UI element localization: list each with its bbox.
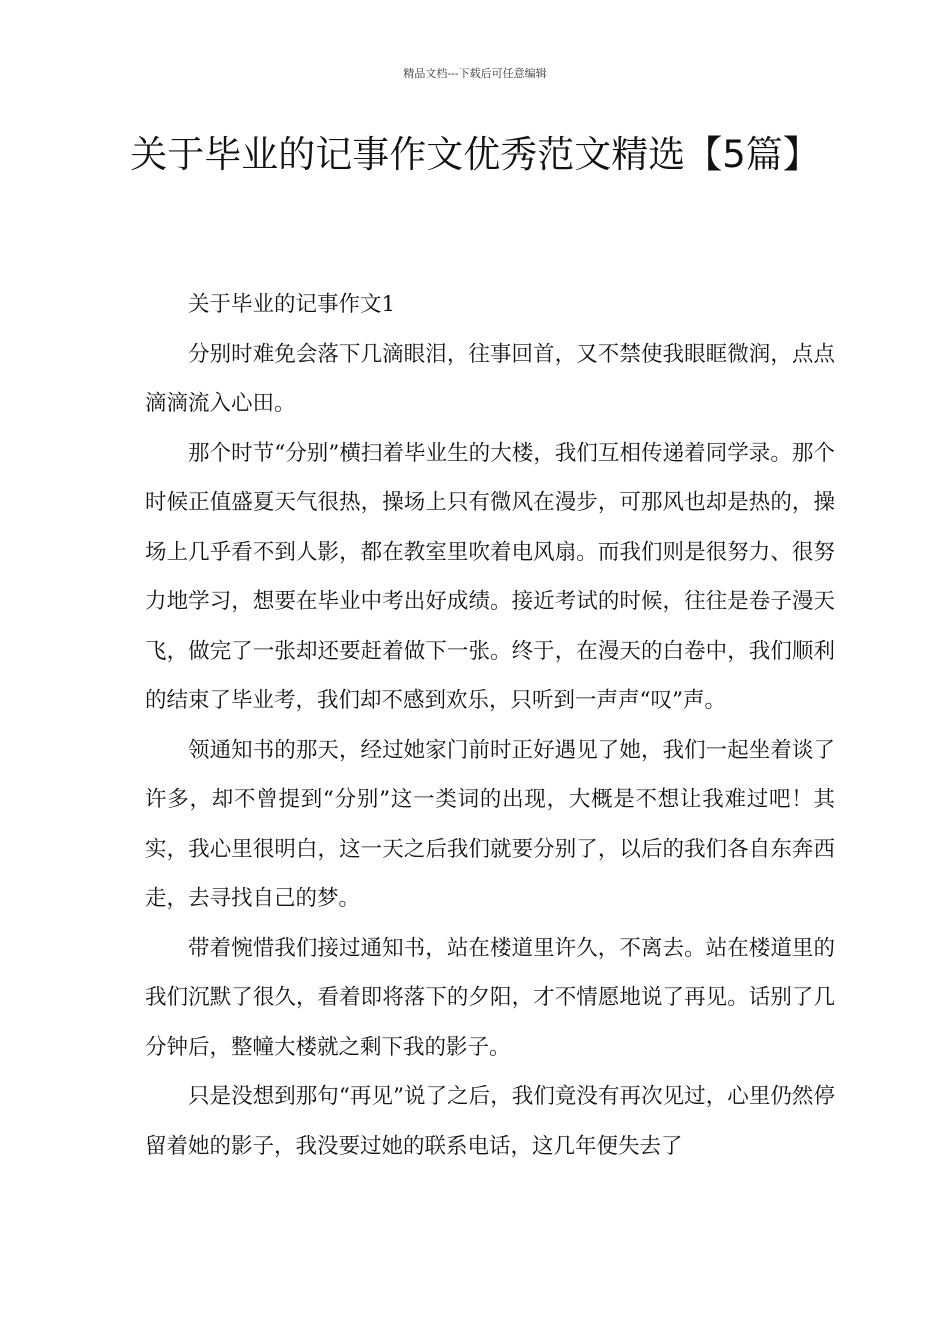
paragraph: 领通知书的那天，经过她家门前时正好遇见了她，我们一起坐着谈了许多，却不曾提到“分别”这一类词的出现，大概是不想让我难过吧！其实，我心里很明白，这一天之后我们就要分别了，以后的我们各自东奔西走，去寻找自己的梦。 [145,737,835,911]
paragraph: 带着惋惜我们接过通知书，站在楼道里许久，不离去。站在楼道里的我们沉默了很久，看着即将落下的夕阳，才不情愿地说了再见。话别了几分钟后，整幢大楼就之剩下我的影子。 [145,935,835,1060]
page-header-note: 精品文档---下载后可任意编辑 [403,67,547,80]
document-body [145,280,835,1171]
paragraph: 分别时难免会落下几滴眼泪，往事回首，又不禁使我眼眶微润，点点滴滴流入心田。 [145,341,835,416]
section-heading: 关于毕业的记事作文1 [188,292,396,317]
document-title: 关于毕业的记事作文优秀范文精选【5篇】 [130,133,820,176]
paragraph: 只是没想到那句“再见”说了之后，我们竟没有再次见过，心里仍然停留着她的影子，我没要过她的联系电话，这几年便失去了 [145,1084,835,1159]
paragraph: 那个时节“分别”横扫着毕业生的大楼，我们互相传递着同学录。那个时候正值盛夏天气很热，操场上只有微风在漫步，可那风也却是热的，操场上几乎看不到人影，都在教室里吹着电风扇。而我们则是很努力、很努力地学习，想要在毕业中考出好成绩。接近考试的时候，往往是卷子漫天飞，做完了一张却还要赶着做下一张。终于，在漫天的白卷中，我们顺利的结束了毕业考，我们却不感到欢乐，只听到一声声“叹”声。 [145,440,835,713]
